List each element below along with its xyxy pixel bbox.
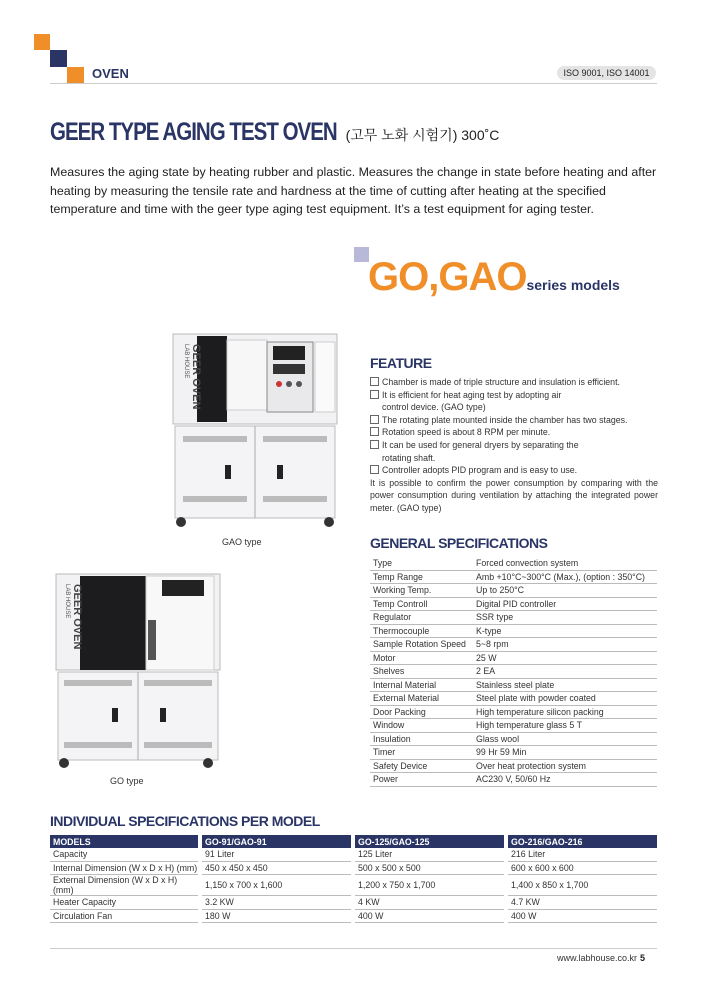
spec-label: Motor — [370, 651, 473, 665]
checkbox-icon — [370, 377, 379, 386]
checkbox-icon — [370, 465, 379, 474]
gao-logo-text: GEER OVEN — [190, 344, 202, 410]
gao-brand-text: LAB HOUSE — [183, 344, 189, 379]
spec-label: Thermocouple — [370, 624, 473, 638]
category-label: OVEN — [92, 66, 129, 81]
spec-label: Safety Device — [370, 759, 473, 773]
footer-divider — [50, 948, 657, 949]
spec-value: Forced convection system — [473, 557, 657, 570]
table-row — [50, 909, 657, 923]
spec-value: 91 Liter — [202, 848, 351, 861]
spec-value: Up to 250°C — [473, 584, 657, 598]
spec-value: 3.2 KW — [202, 896, 351, 910]
table-row — [50, 861, 657, 875]
spec-label: Power — [370, 773, 473, 787]
table-row — [370, 570, 657, 584]
table-row — [370, 732, 657, 746]
spec-label: Insulation — [370, 732, 473, 746]
individual-specs-heading: INDIVIDUAL SPECIFICATIONS PER MODEL — [50, 813, 320, 829]
general-specs-table — [370, 557, 657, 787]
feature-item: The rotating plate mounted inside the chamber has two stages. — [370, 414, 658, 427]
gao-oven-image — [165, 330, 343, 530]
logo-square-orange-bottom — [67, 67, 84, 84]
spec-label: Type — [370, 557, 473, 570]
spec-value: 450 x 450 x 450 — [202, 861, 351, 875]
spec-value: 1,200 x 750 x 1,700 — [355, 875, 504, 896]
table-row — [370, 584, 657, 598]
logo-square-orange-top — [34, 34, 50, 50]
title-sub: (고무 노화 시험기) 300˚C — [341, 127, 500, 143]
feature-list — [370, 376, 658, 515]
spec-label: Sample Rotation Speed — [370, 638, 473, 652]
feature-item: Chamber is made of triple structure and insulation is efficient. — [370, 376, 658, 389]
checkbox-icon — [370, 440, 379, 449]
feature-item-cont: control device. (GAO type) — [382, 402, 486, 413]
spec-label: Temp Controll — [370, 597, 473, 611]
page-title — [50, 118, 499, 147]
spec-label: Window — [370, 719, 473, 733]
spec-label: Circulation Fan — [50, 909, 198, 923]
title-main: GEER TYPE AGING TEST OVEN — [50, 118, 337, 146]
table-row — [50, 848, 657, 861]
table-row — [370, 611, 657, 625]
spec-value: Steel plate with powder coated — [473, 692, 657, 706]
intro-paragraph: Measures the aging state by heating rubber and plastic. Measures the change in state before heating and after heating by measuring the tensile rate and hardness at the time of cutting after heating at the specified temperature and time with the geer type aging test equipment. It’s a test equipment for aging tester. — [50, 165, 657, 217]
series-name: GO,GAO — [368, 255, 527, 299]
spec-value: 400 W — [508, 909, 657, 923]
table-row — [370, 597, 657, 611]
spec-value: 4 KW — [355, 896, 504, 910]
spec-value: Over heat protection system — [473, 759, 657, 773]
go-oven-image — [50, 570, 225, 770]
go-logo-text: GEER OVEN — [71, 584, 83, 650]
checkbox-icon — [370, 415, 379, 424]
individual-specs-table — [50, 835, 657, 923]
spec-value: 1,150 x 700 x 1,600 — [202, 875, 351, 896]
spec-value: Stainless steel plate — [473, 678, 657, 692]
spec-label: Regulator — [370, 611, 473, 625]
checkbox-icon — [370, 390, 379, 399]
spec-value: High temperature silicon packing — [473, 705, 657, 719]
col-header-model-1: GO-91/GAO-91 — [202, 835, 351, 848]
col-header-models: MODELS — [50, 835, 198, 848]
spec-value: SSR type — [473, 611, 657, 625]
footer-url[interactable]: www.labhouse.co.kr — [557, 953, 638, 963]
spec-label: External Material — [370, 692, 473, 706]
spec-value: AC230 V, 50/60 Hz — [473, 773, 657, 787]
feature-item-cont: rotating shaft. — [382, 452, 436, 463]
feature-item: It is efficient for heat aging test by adopting air — [370, 389, 658, 402]
spec-value: Amb +10°C~300°C (Max.), (option : 350°C) — [473, 570, 657, 584]
feature-item: It can be used for general dryers by separating the — [370, 439, 658, 452]
spec-label: Internal Dimension (W x D x H) (mm) — [50, 861, 198, 875]
table-row — [370, 719, 657, 733]
spec-label: External Dimension (W x D x H) (mm) — [50, 875, 198, 896]
go-brand-text: LAB HOUSE — [64, 584, 70, 619]
table-row — [370, 638, 657, 652]
table-row — [370, 651, 657, 665]
logo-square-navy — [50, 50, 67, 67]
spec-value: 600 x 600 x 600 — [508, 861, 657, 875]
spec-value: 216 Liter — [508, 848, 657, 861]
spec-value: Digital PID controller — [473, 597, 657, 611]
gao-caption: GAO type — [222, 537, 262, 547]
spec-value: 1,400 x 850 x 1,700 — [508, 875, 657, 896]
table-row — [370, 624, 657, 638]
spec-value: 2 EA — [473, 665, 657, 679]
spec-value: High temperature glass 5 T — [473, 719, 657, 733]
feature-item: Controller adopts PID program and is easy to use. — [370, 464, 658, 477]
spec-value: 125 Liter — [355, 848, 504, 861]
spec-label: Door Packing — [370, 705, 473, 719]
spec-value: 5~8 rpm — [473, 638, 657, 652]
spec-value: 180 W — [202, 909, 351, 923]
feature-item: Rotation speed is about 8 RPM per minute. — [370, 426, 658, 439]
general-specs-heading: GENERAL SPECIFICATIONS — [370, 535, 548, 551]
page-number: 5 — [640, 953, 646, 963]
feature-note: It is possible to confirm the power consumption by comparing with the power consumption during ventilation by attaching the integrated power meter. (GAO type) — [370, 477, 658, 513]
table-row — [370, 678, 657, 692]
col-header-model-3: GO-216/GAO-216 — [508, 835, 657, 848]
go-caption: GO type — [110, 776, 144, 786]
table-row — [50, 896, 657, 910]
table-row — [50, 875, 657, 896]
header-divider — [50, 83, 657, 84]
spec-label: Heater Capacity — [50, 896, 198, 910]
feature-heading: FEATURE — [370, 355, 432, 371]
spec-value: 400 W — [355, 909, 504, 923]
table-row — [370, 692, 657, 706]
table-row — [370, 773, 657, 787]
spec-label: Working Temp. — [370, 584, 473, 598]
table-header-row — [50, 835, 657, 848]
spec-label: Temp Range — [370, 570, 473, 584]
certification-badge: ISO 9001, ISO 14001 — [557, 66, 656, 80]
checkbox-icon — [370, 427, 379, 436]
spec-value: 4.7 KW — [508, 896, 657, 910]
footer — [557, 953, 645, 963]
spec-label: Capacity — [50, 848, 198, 861]
spec-value: K-type — [473, 624, 657, 638]
col-header-model-2: GO-125/GAO-125 — [355, 835, 504, 848]
series-square — [354, 247, 369, 262]
series-title — [368, 255, 620, 300]
table-row — [370, 759, 657, 773]
table-row — [370, 557, 657, 570]
spec-label: Internal Material — [370, 678, 473, 692]
table-row — [370, 665, 657, 679]
spec-value: Glass wool — [473, 732, 657, 746]
spec-value: 25 W — [473, 651, 657, 665]
spec-label: Shelves — [370, 665, 473, 679]
table-row — [370, 705, 657, 719]
spec-value: 500 x 500 x 500 — [355, 861, 504, 875]
series-suffix: series models — [526, 277, 620, 293]
spec-value: 99 Hr 59 Min — [473, 746, 657, 760]
table-row — [370, 746, 657, 760]
spec-label: Timer — [370, 746, 473, 760]
